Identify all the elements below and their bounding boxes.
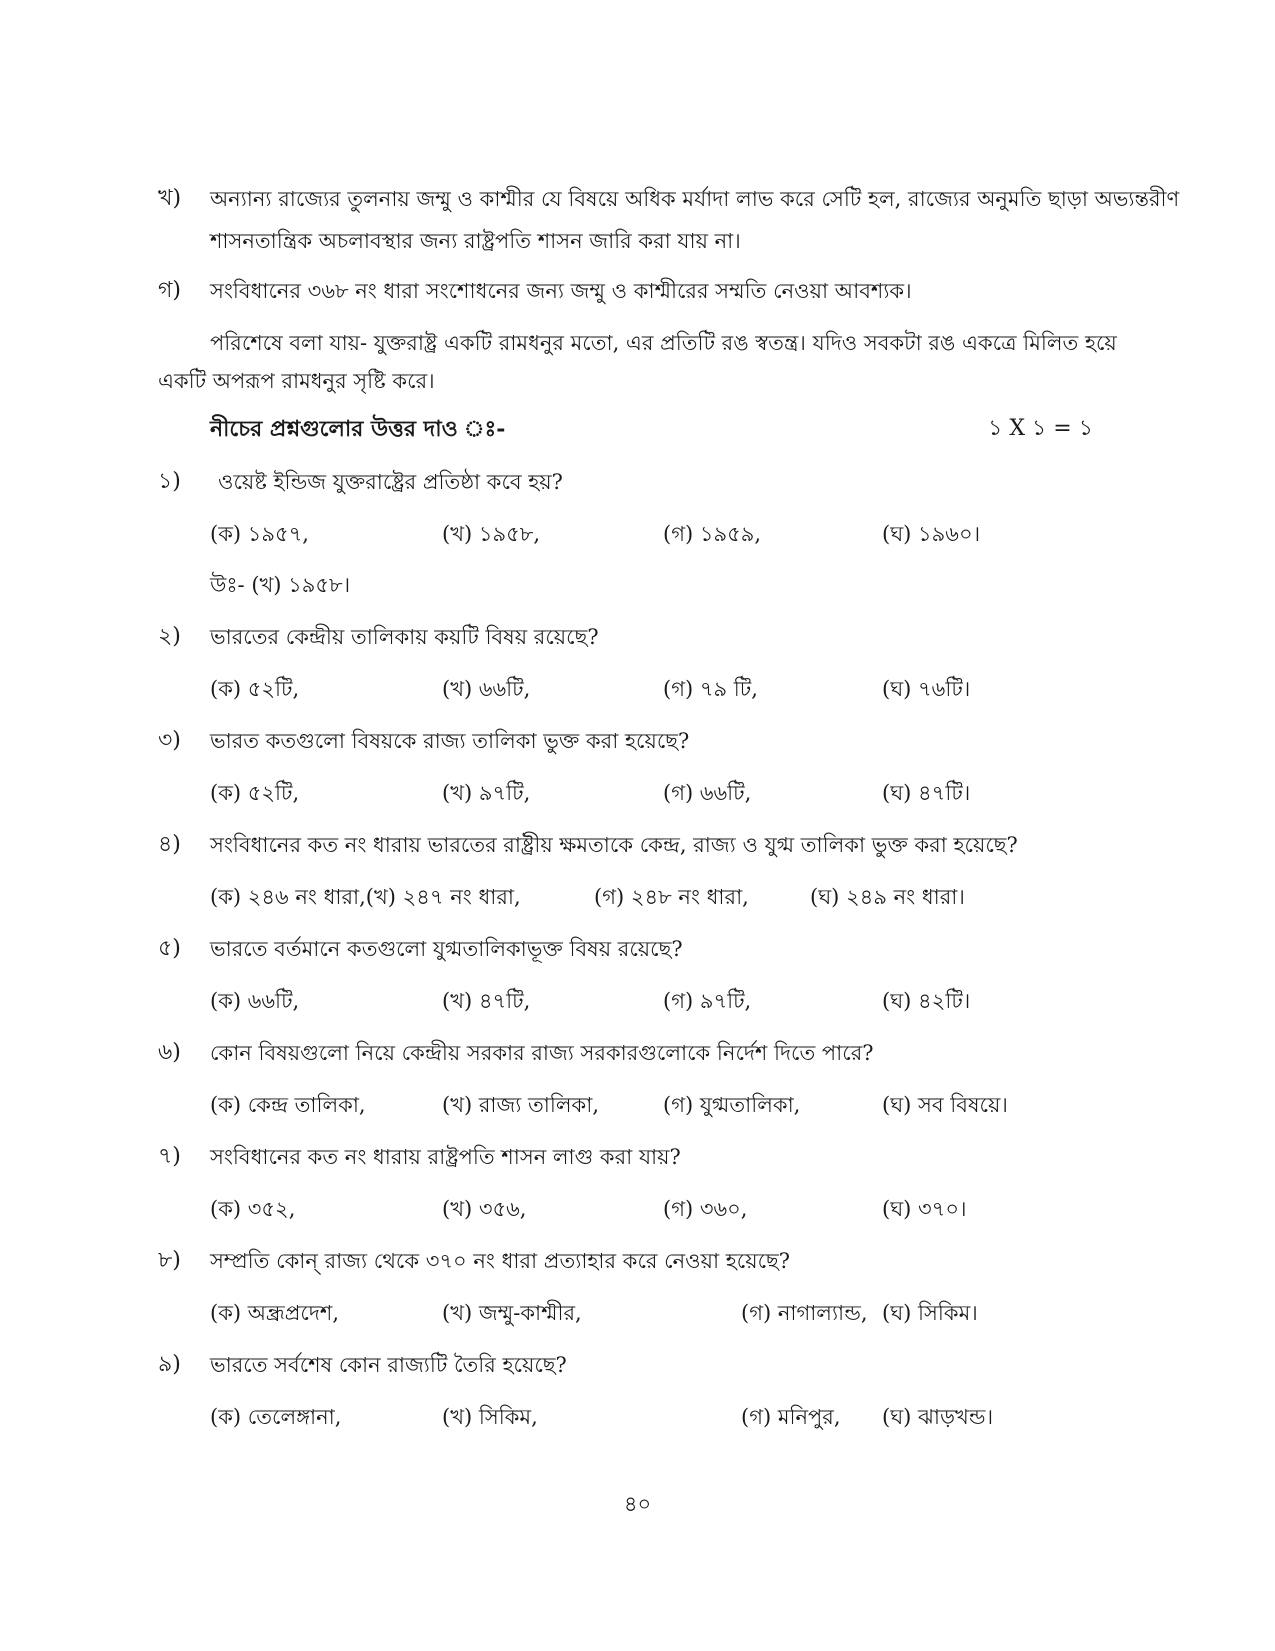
option-b: (খ) জম্মু-কাশ্মীর,: [442, 1301, 582, 1325]
option-c: (গ) মনিপুর,: [741, 1405, 841, 1429]
item-label-kha: খ): [158, 186, 182, 211]
question-text: ভারতে বর্তমানে কতগুলো যুগ্মতালিকাভূক্ত বিষয় রয়েছে?: [210, 937, 683, 961]
option-b: (খ) সিকিম,: [442, 1405, 538, 1429]
option-a-b: (ক) ২৪৬ নং ধারা,(খ) ২৪৭ নং ধারা,: [210, 885, 521, 909]
option-c: (গ) ৯৭টি,: [663, 989, 752, 1013]
question-number: ৮): [158, 1248, 181, 1273]
question-number: ৩): [158, 728, 181, 753]
option-b: (খ) রাজ্য তালিকা,: [442, 1093, 600, 1117]
question-number: ৪): [158, 832, 181, 857]
section-marks: ১ X ১ = ১: [988, 416, 1093, 441]
paragraph-kha-line-2: শাসনতান্ত্রিক অচলাবস্থার জন্য রাষ্ট্রপতি শাসন জারি করা যায় না।: [210, 229, 741, 253]
question-number: ৬): [158, 1040, 181, 1065]
option-c: (গ) যুগ্মতালিকা,: [663, 1093, 801, 1117]
option-d: (ঘ) ৪২টি।: [882, 989, 971, 1013]
question-text: ভারতে সর্বশেষ কোন রাজ্যটি তৈরি হয়েছে?: [210, 1353, 567, 1377]
question-number: ৭): [158, 1144, 181, 1169]
option-b: (খ) ৪৭টি,: [442, 989, 531, 1013]
conclusion-line-1: পরিশেষে বলা যায়- যুক্তরাষ্ট্র একটি রামধনুর মতো, এর প্রতিটি রঙ স্বতন্ত্র। যদিও সবকটা রঙ একত্রে মিলিত হয়ে: [210, 331, 1117, 355]
question-number: ৫): [158, 936, 181, 961]
option-c: (গ) ৩৬০,: [663, 1197, 748, 1221]
option-a: (ক) কেন্দ্র তালিকা,: [210, 1093, 366, 1117]
question-number: ২): [158, 624, 181, 649]
option-d: (ঘ) সিকিম।: [882, 1301, 978, 1325]
option-b: (খ) ৯৭টি,: [442, 781, 531, 805]
conclusion-line-2: একটি অপরূপ রামধনুর সৃষ্টি করে।: [158, 369, 435, 393]
option-d: (ঘ) ১৯৬০।: [882, 522, 981, 546]
option-c: (গ) ১৯৫৯,: [663, 522, 762, 546]
answer-text: উঃ- (খ) ১৯৫৮।: [210, 573, 351, 597]
option-c: (গ) ৭৯ টি,: [663, 677, 758, 701]
option-b: (খ) ৬৬টি,: [442, 677, 531, 701]
question-text: সংবিধানের কত নং ধারায় ভারতের রাষ্ট্রীয় ক্ষমতাকে কেন্দ্র, রাজ্য ও যুগ্ম তালিকা ভুক্ত করা হয়েছে?: [210, 833, 1018, 857]
question-text: সম্প্রতি কোন্ রাজ্য থেকে ৩৭০ নং ধারা প্রত্যাহার করে নেওয়া হয়েছে?: [210, 1249, 791, 1273]
question-number: ৯): [158, 1352, 181, 1377]
option-d: (ঘ) ৪৭টি।: [882, 781, 971, 805]
option-a: (ক) ৬৬টি,: [210, 989, 300, 1013]
option-d: (ঘ) ২৪৯ নং ধারা।: [810, 885, 965, 909]
option-d: (ঘ) সব বিষয়ে।: [882, 1093, 1008, 1117]
option-b: (খ) ১৯৫৮,: [442, 522, 541, 546]
option-c: (গ) নাগাল্যান্ড,: [741, 1301, 868, 1325]
question-text: কোন বিষয়গুলো নিয়ে কেন্দ্রীয় সরকার রাজ্য সরকারগুলোকে নির্দেশ দিতে পারে?: [210, 1041, 874, 1065]
paragraph-ga-line-1: সংবিধানের ৩৬৮ নং ধারা সংশোধনের জন্য জম্মু ও কাশ্মীরের সম্মতি নেওয়া আবশ্যক।: [210, 279, 912, 303]
option-a: (ক) অন্ধ্রপ্রদেশ,: [210, 1301, 340, 1325]
option-a: (ক) ৫২টি,: [210, 781, 300, 805]
option-d: (ঘ) ৭৬টি।: [882, 677, 971, 701]
question-text: ভারত কতগুলো বিষয়কে রাজ্য তালিকা ভুক্ত করা হয়েছে?: [210, 729, 690, 753]
question-text: ভারতের কেন্দ্রীয় তালিকায় কয়টি বিষয় রয়েছে?: [210, 625, 599, 649]
option-c: (গ) ২৪৮ নং ধারা,: [594, 885, 749, 909]
paragraph-kha-line-1: অন্যান্য রাজ্যের তুলনায় জম্মু ও কাশ্মীর যে বিষয়ে অধিক মর্যাদা লাভ করে সেটি হল, রাজ্যের অনুমতি ছাড়া অভ্যন্তরীণ: [210, 187, 1180, 211]
question-text: ওয়েষ্ট ইন্ডিজ যুক্তরাষ্ট্রের প্রতিষ্ঠা কবে হয়?: [218, 470, 563, 494]
option-d: (ঘ) ৩৭০।: [882, 1197, 967, 1221]
option-a: (ক) তেলেঙ্গানা,: [210, 1405, 342, 1429]
question-text: সংবিধানের কত নং ধারায় রাষ্ট্রপতি শাসন লাগু করা যায়?: [210, 1145, 681, 1169]
option-b: (খ) ৩৫৬,: [442, 1197, 527, 1221]
page-number: ৪০: [623, 1492, 652, 1516]
item-label-ga: গ): [158, 278, 182, 303]
option-d: (ঘ) ঝাড়খন্ড।: [882, 1405, 994, 1429]
section-heading: নীচের প্রশ্নগুলোর উত্তর দাও ঃ-: [210, 416, 506, 442]
option-c: (গ) ৬৬টি,: [663, 781, 752, 805]
question-number: ১): [158, 469, 181, 494]
option-a: (ক) ৩৫২,: [210, 1197, 296, 1221]
option-a: (ক) ৫২টি,: [210, 677, 300, 701]
option-a: (ক) ১৯৫৭,: [210, 522, 309, 546]
